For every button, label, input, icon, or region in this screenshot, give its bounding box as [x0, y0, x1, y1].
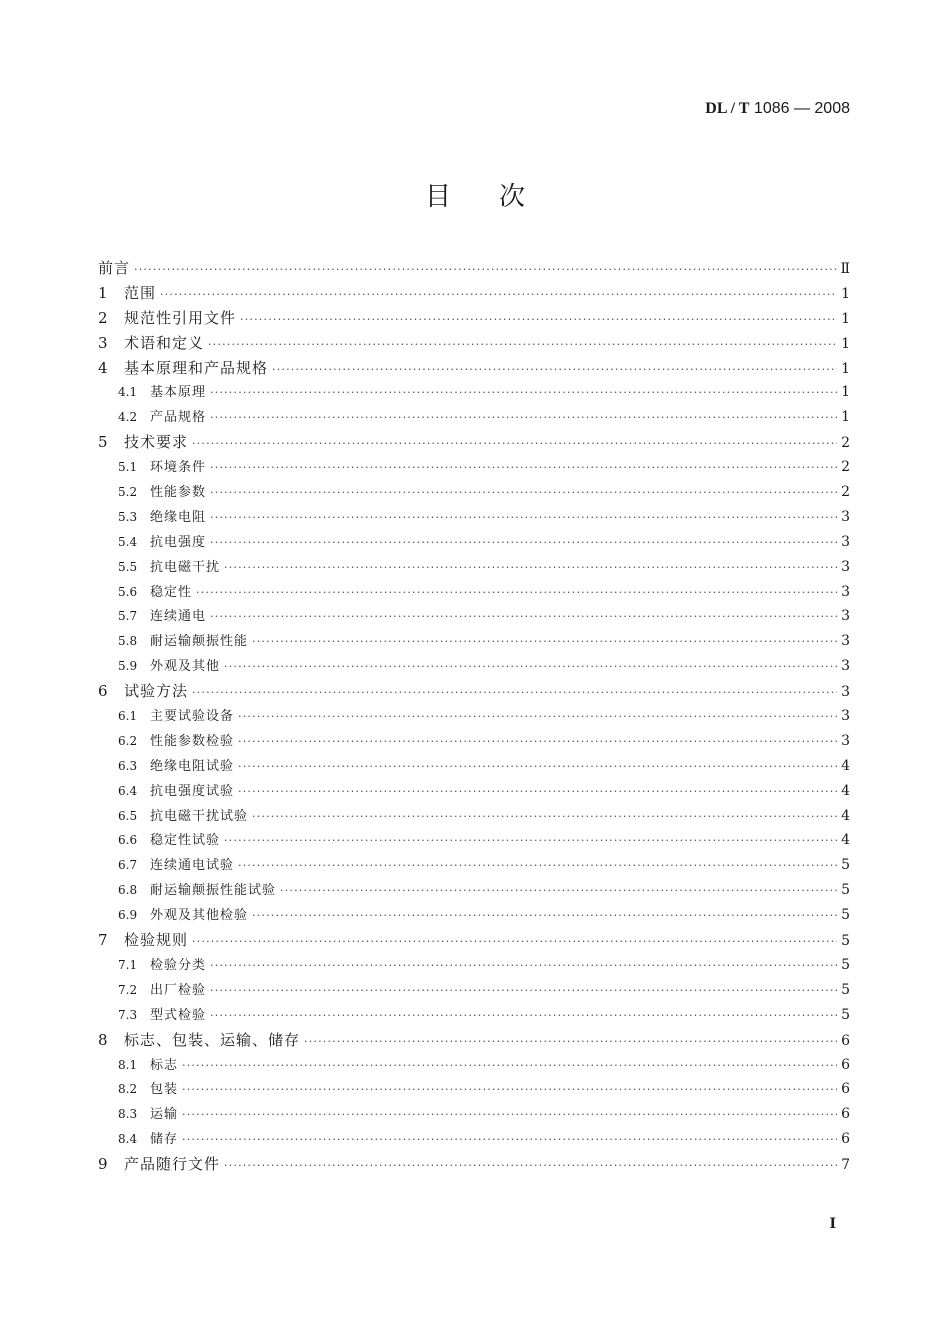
toc-entry-page: 5: [841, 857, 850, 874]
toc-entry[interactable]: [98, 928, 850, 953]
toc-entry-title: 储存: [150, 1132, 179, 1148]
toc-entry[interactable]: [98, 306, 850, 331]
toc-entry-number: 6.7: [118, 858, 138, 873]
toc-entry-title: 主要试验设备: [150, 709, 235, 725]
toc-entry-title: 抗电强度: [150, 534, 207, 550]
toc-entry[interactable]: [98, 754, 850, 779]
toc-entry-page: 1: [841, 384, 850, 401]
toc-entry[interactable]: [98, 1152, 850, 1177]
toc-entry-page: 3: [841, 533, 850, 550]
toc-entry[interactable]: [98, 978, 850, 1003]
toc-entry[interactable]: [98, 256, 850, 281]
toc-entry-title: 耐运输颠振性能试验: [150, 883, 277, 899]
toc-dot-leader: [224, 1154, 837, 1179]
toc-entry[interactable]: [98, 530, 850, 555]
toc-entry[interactable]: [98, 1053, 850, 1078]
toc-entry-page: 5: [841, 882, 850, 899]
toc-entry-number: 5.5: [118, 559, 138, 574]
toc-entry-number: 6.4: [118, 783, 138, 798]
toc-entry[interactable]: [98, 679, 850, 704]
toc-entry-page: 1: [841, 310, 850, 327]
toc-entry-title: 绝缘电阻试验: [150, 758, 235, 774]
toc-entry[interactable]: [98, 953, 850, 978]
toc-entry-title: 标志: [150, 1057, 179, 1073]
toc-entry-number: 5.4: [118, 534, 138, 549]
toc-entry-page: 4: [841, 782, 850, 799]
toc-entry-number: 6: [98, 682, 108, 701]
toc-entry-page: 3: [841, 732, 850, 749]
toc-dot-leader: [160, 283, 837, 308]
toc-entry-title: 连续通电试验: [150, 858, 235, 874]
toc-entry-page: 2: [841, 484, 850, 501]
toc-entry-title: 绝缘电阻: [150, 509, 207, 525]
toc-entry[interactable]: [98, 729, 850, 754]
toc-entry-number: 4: [98, 358, 108, 377]
toc-entry[interactable]: [98, 804, 850, 829]
toc-entry-title: 技术要求: [124, 433, 189, 452]
toc-entry-title: 外观及其他检验: [150, 908, 249, 924]
toc-entry-title: 抗电强度试验: [150, 783, 235, 799]
toc-dot-leader: [224, 655, 837, 680]
toc-entry-page: 2: [841, 435, 850, 452]
toc-dot-leader: [304, 1030, 837, 1055]
toc-entry-page: 5: [841, 981, 850, 998]
toc-entry-number: 3: [98, 333, 108, 352]
toc-entry-number: 6.1: [118, 709, 138, 724]
toc-dot-leader: [182, 1128, 837, 1153]
toc-entry[interactable]: [98, 455, 850, 480]
toc-entry-page: 5: [841, 907, 850, 924]
toc-entry-number: 5.6: [118, 584, 138, 599]
toc-entry-title: 基本原理: [150, 385, 207, 401]
toc-entry-page: 4: [841, 807, 850, 824]
toc-entry-number: 4.2: [118, 410, 138, 425]
toc-dot-leader: [182, 1054, 837, 1079]
toc-entry-title: 型式检验: [150, 1007, 207, 1023]
toc-dot-leader: [252, 904, 837, 929]
toc-entry[interactable]: [98, 828, 850, 853]
toc-entry-page: 6: [841, 1131, 850, 1148]
toc-entry-page: 1: [841, 360, 850, 377]
toc-entry-page: 3: [841, 633, 850, 650]
toc-entry-title: 规范性引用文件: [124, 308, 237, 327]
toc-dot-leader: [182, 1103, 837, 1128]
toc-entry-number: 6.6: [118, 833, 138, 848]
toc-entry-title: 连续通电: [150, 609, 207, 625]
toc-entry[interactable]: [98, 654, 850, 679]
toc-entry-number: 6.3: [118, 758, 138, 773]
toc-entry-title: 抗电磁干扰试验: [150, 808, 249, 824]
document-code: [705, 100, 850, 118]
toc-dot-leader: [238, 854, 837, 879]
toc-dot-leader: [210, 605, 837, 630]
toc-entry-page: 4: [841, 757, 850, 774]
toc-entry-number: 4.1: [118, 385, 138, 400]
toc-entry[interactable]: [98, 430, 850, 455]
toc-entry[interactable]: [98, 281, 850, 306]
toc-entry-number: 1: [98, 283, 108, 302]
toc-entry-page: 1: [841, 285, 850, 302]
toc-entry-title: 运输: [150, 1107, 179, 1123]
toc-entry-title: 检验规则: [124, 931, 189, 950]
toc-entry[interactable]: [98, 1077, 850, 1102]
toc-entry-number: 2: [98, 308, 108, 327]
toc-dot-leader: [238, 780, 837, 805]
toc-entry-title: 环境条件: [150, 460, 207, 476]
toc-entry-title: 性能参数检验: [150, 733, 235, 749]
toc-entry-page: 3: [841, 558, 850, 575]
toc-dot-leader: [210, 406, 837, 431]
toc-dot-leader: [280, 879, 837, 904]
toc-dot-leader: [252, 630, 837, 655]
toc-entry-title: 基本原理和产品规格: [124, 358, 269, 377]
toc-entry-number: 7: [98, 931, 108, 950]
toc-entry-title: 前言: [98, 259, 131, 277]
toc-dot-leader: [134, 258, 837, 283]
toc-entry-number: 5.1: [118, 460, 138, 475]
toc-dot-leader: [210, 531, 837, 556]
toc-entry-page: 2: [841, 459, 850, 476]
toc-entry-page: 3: [841, 583, 850, 600]
toc-entry-page: 6: [841, 1032, 850, 1049]
toc-entry-title: 耐运输颠振性能: [150, 634, 249, 650]
toc-entry-number: 5.9: [118, 659, 138, 674]
toc-entry-page: 3: [841, 608, 850, 625]
toc-dot-leader: [210, 456, 837, 481]
toc-dot-leader: [238, 730, 837, 755]
toc-dot-leader: [210, 954, 837, 979]
toc-entry-page: 3: [841, 658, 850, 675]
toc-entry[interactable]: [98, 1028, 850, 1053]
toc-entry-title: 出厂检验: [150, 982, 207, 998]
toc-dot-leader: [210, 381, 837, 406]
toc-entry-page: 3: [841, 508, 850, 525]
toc-entry-title: 稳定性: [150, 584, 193, 600]
toc-entry-number: 5.2: [118, 485, 138, 500]
toc-dot-leader: [238, 755, 837, 780]
document-code-number: 1086 — 2008: [753, 100, 850, 117]
toc-entry[interactable]: [98, 779, 850, 804]
toc-entry-number: 6.9: [118, 908, 138, 923]
toc-entry-page: 1: [841, 409, 850, 426]
toc-entry-number: 8: [98, 1030, 108, 1049]
toc-entry-title: 检验分类: [150, 957, 207, 973]
toc-entry-page: 5: [841, 956, 850, 973]
toc-entry[interactable]: [98, 505, 850, 530]
toc-entry[interactable]: [98, 629, 850, 654]
toc-entry-page: 1: [841, 335, 850, 352]
toc-dot-leader: [210, 1004, 837, 1029]
toc-dot-leader: [210, 979, 837, 1004]
toc-dot-leader: [210, 506, 837, 531]
toc-entry-title: 产品规格: [150, 410, 207, 426]
toc-entry-number: 5: [98, 433, 108, 452]
toc-dot-leader: [240, 308, 837, 333]
toc-entry-title: 标志、包装、运输、储存: [124, 1030, 301, 1049]
toc-dot-leader: [272, 358, 837, 383]
toc-entry-title: 性能参数: [150, 485, 207, 501]
footer-page-number: I: [829, 1216, 836, 1232]
toc-entry-title: 外观及其他: [150, 659, 221, 675]
toc-entry-number: 5.7: [118, 609, 138, 624]
toc-entry-number: 8.4: [118, 1132, 138, 1147]
toc-entry-page: 6: [841, 1081, 850, 1098]
toc-entry[interactable]: [98, 903, 850, 928]
toc-entry-number: 5.3: [118, 509, 138, 524]
toc-dot-leader: [252, 805, 837, 830]
toc-dot-leader: [196, 581, 837, 606]
toc-entry-page: 3: [841, 708, 850, 725]
table-of-contents: [98, 256, 850, 1177]
document-code-prefix: DL / T: [705, 100, 750, 117]
toc-dot-leader: [224, 556, 837, 581]
toc-entry-number: 5.8: [118, 634, 138, 649]
toc-entry-title: 抗电磁干扰: [150, 559, 221, 575]
toc-entry-page: 7: [841, 1157, 850, 1174]
toc-entry[interactable]: [98, 480, 850, 505]
toc-entry-page: 5: [841, 1006, 850, 1023]
toc-entry[interactable]: [98, 853, 850, 878]
toc-entry[interactable]: [98, 1102, 850, 1127]
toc-dot-leader: [182, 1078, 837, 1103]
toc-dot-leader: [192, 681, 837, 706]
toc-entry-title: 范围: [124, 283, 157, 302]
toc-entry-title: 包装: [150, 1082, 179, 1098]
toc-entry-page: 6: [841, 1106, 850, 1123]
toc-entry-number: 7.2: [118, 982, 138, 997]
toc-entry[interactable]: [98, 604, 850, 629]
toc-entry[interactable]: [98, 405, 850, 430]
toc-entry-number: 6.8: [118, 883, 138, 898]
toc-dot-leader: [192, 930, 837, 955]
toc-entry-title: 稳定性试验: [150, 833, 221, 849]
toc-entry[interactable]: [98, 380, 850, 405]
toc-dot-leader: [192, 432, 837, 457]
toc-entry-number: 7.3: [118, 1007, 138, 1022]
toc-entry-page: 6: [841, 1056, 850, 1073]
toc-entry-number: 6.2: [118, 733, 138, 748]
toc-entry-page: Ⅱ: [840, 261, 850, 277]
toc-entry[interactable]: [98, 1003, 850, 1028]
toc-entry-page: 4: [841, 832, 850, 849]
toc-entry-title: 产品随行文件: [124, 1155, 221, 1174]
toc-entry-number: 6.5: [118, 808, 138, 823]
toc-entry-number: 7.1: [118, 957, 138, 972]
toc-entry-number: 9: [98, 1155, 108, 1174]
toc-entry[interactable]: [98, 580, 850, 605]
toc-dot-leader: [208, 333, 837, 358]
toc-entry-number: 8.1: [118, 1057, 138, 1072]
toc-dot-leader: [224, 829, 837, 854]
toc-entry[interactable]: [98, 1127, 850, 1152]
toc-entry-page: 3: [841, 684, 850, 701]
toc-entry[interactable]: [98, 704, 850, 729]
toc-entry-title: 试验方法: [124, 682, 189, 701]
toc-entry[interactable]: [98, 555, 850, 580]
toc-entry[interactable]: [98, 331, 850, 356]
toc-entry-number: 8.2: [118, 1082, 138, 1097]
toc-dot-leader: [210, 481, 837, 506]
toc-entry-page: 5: [841, 933, 850, 950]
toc-entry-title: 术语和定义: [124, 333, 205, 352]
page-title: 目次: [424, 182, 573, 212]
toc-entry[interactable]: [98, 356, 850, 381]
toc-dot-leader: [238, 705, 837, 730]
toc-entry-number: 8.3: [118, 1107, 138, 1122]
toc-entry[interactable]: [98, 878, 850, 903]
